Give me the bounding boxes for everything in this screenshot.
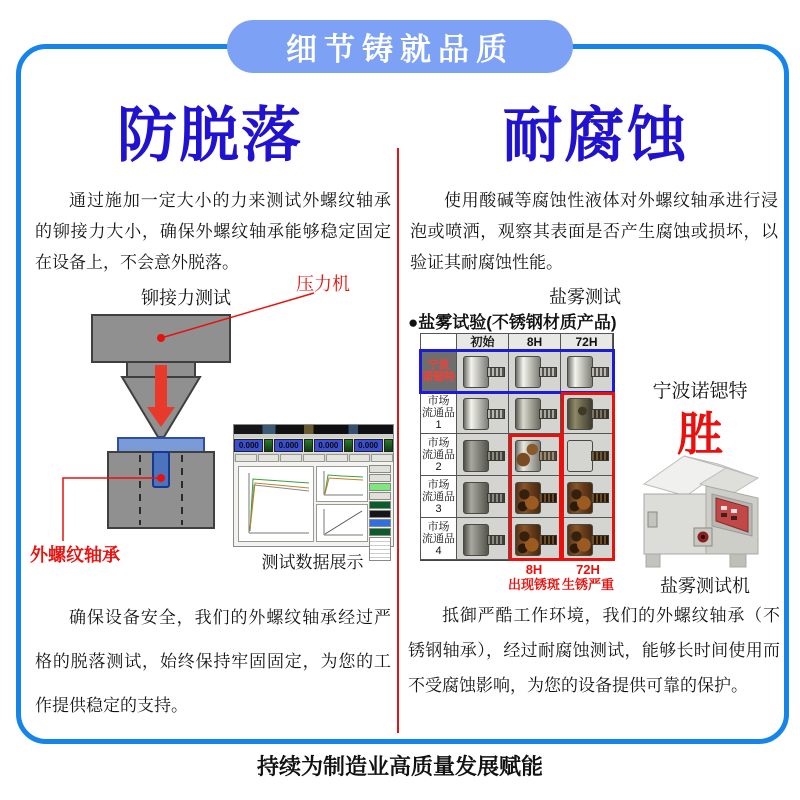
bearing-photo xyxy=(508,475,561,518)
bearing-photo xyxy=(456,517,509,560)
right-intro-paragraph: 使用酸碱等腐蚀性液体对外螺纹轴承进行浸泡或喷洒，观察其表面是否产生腐蚀或损坏，以验证其耐腐蚀性能。 xyxy=(410,191,778,272)
header-initial: 初始 xyxy=(456,333,509,350)
bearing-photo xyxy=(456,349,509,392)
readout-value: 0.000 xyxy=(354,439,383,452)
bearing-photo xyxy=(456,433,509,476)
table-row-ningbo xyxy=(421,350,613,392)
row-label-line: 3 xyxy=(435,502,442,515)
bearing-photo xyxy=(560,391,613,434)
footer-slogan: 持续为制造业高质量发展赋能 xyxy=(256,754,543,779)
software-tabstrip xyxy=(234,453,393,462)
table-row-market-1 xyxy=(421,392,613,434)
left-outro-paragraph: 确保设备安全，我们的外螺纹轴承经过严格的脱落测试，始终保持牢固固定，为您的工作提供稳定的支持。 xyxy=(35,608,391,715)
annotation-note: 出现锈斑 xyxy=(507,577,560,592)
force-readout xyxy=(354,439,393,452)
bearing-photo xyxy=(456,391,509,434)
software-titlebar xyxy=(234,425,393,434)
bearing-photo xyxy=(560,433,613,476)
table-row-market-4 xyxy=(421,518,613,560)
banner-pill xyxy=(227,20,573,73)
salt-spray-table-title: ●盐雾试验(不锈钢材质产品) xyxy=(408,313,617,332)
annotation-72h xyxy=(548,562,628,592)
riveting-test-caption: 铆接力测试 xyxy=(141,288,231,308)
row-label-line: 2 xyxy=(435,460,442,473)
row-label-line: 市场 xyxy=(427,520,450,533)
left-intro-paragraph: 通过施加一定大小的力来测试外螺纹轴承的铆接力大小，确保外螺纹轴承能够稳定固定在设备上，不会意外脱落。 xyxy=(35,191,391,272)
force-readout xyxy=(314,439,353,452)
readout-value: 0.000 xyxy=(234,439,263,452)
row-label-line: 市场 xyxy=(427,394,450,407)
bearing-photo xyxy=(560,475,613,518)
right-outro-paragraph: 抵御严酷工作环境，我们的外螺纹轴承（不锈钢轴承），经过耐腐蚀测试，能够长时间使用而不受腐蚀影响，为您的设备提供可靠的保护。 xyxy=(408,606,780,695)
row-label-line: 流通品 xyxy=(422,406,455,419)
readout-value: 0.000 xyxy=(314,439,343,452)
row-label-line: 诺锶特 xyxy=(422,370,455,383)
readout-unit-tag xyxy=(344,439,353,452)
test-data-caption: 测试数据展示 xyxy=(261,553,364,572)
salt-spray-test-heading: 盐雾测试 xyxy=(549,287,621,307)
column-divider xyxy=(397,148,399,733)
header-empty-cell xyxy=(420,333,457,350)
row-label-line: 流通品 xyxy=(422,490,455,503)
test-software-screenshot xyxy=(233,424,394,547)
software-sidebar xyxy=(369,464,391,544)
force-curve-chart-small xyxy=(316,466,368,502)
press-machine-label: 压力机 xyxy=(296,274,350,294)
table-row-market-2 xyxy=(421,434,613,476)
table-row-market-3 xyxy=(421,476,613,518)
banner-title: 细节铸就品质 xyxy=(286,32,514,67)
readout-value: 0.000 xyxy=(274,439,303,452)
annotation-time: 72H xyxy=(576,562,600,577)
row-label xyxy=(420,475,457,518)
machine-caption: 盐雾测试机 xyxy=(660,576,750,596)
row-label-line: 1 xyxy=(435,418,442,431)
force-curve-chart xyxy=(238,466,314,542)
winner-brand-name: 宁波诺锶特 xyxy=(652,381,748,402)
row-label-line: 流通品 xyxy=(422,448,455,461)
readout-unit-tag xyxy=(304,439,313,452)
readout-unit-tag xyxy=(384,439,393,452)
annotation-note: 生锈严重 xyxy=(561,577,614,592)
row-label xyxy=(420,349,457,392)
header-72h: 72H xyxy=(560,333,613,350)
readout-unit-tag xyxy=(264,439,273,452)
row-label xyxy=(420,517,457,560)
row-label-line: 市场 xyxy=(427,436,450,449)
bearing-photo xyxy=(560,349,613,392)
row-label-line: 流通品 xyxy=(422,532,455,545)
row-label-line: 市场 xyxy=(427,478,450,491)
salt-spray-machine-illustration xyxy=(636,450,776,572)
left-title: 防脱落 xyxy=(117,102,303,169)
bearing-photo xyxy=(560,517,613,560)
winner-verdict: 胜 xyxy=(677,408,723,460)
header-8h: 8H xyxy=(508,333,561,350)
bearing-photo xyxy=(508,349,561,392)
row-label xyxy=(420,433,457,476)
annotation-time: 8H xyxy=(525,562,543,577)
row-label xyxy=(420,391,457,434)
external-thread-bearing-label: 外螺纹轴承 xyxy=(30,545,120,565)
bearing-photo xyxy=(508,433,561,476)
displacement-chart xyxy=(316,504,368,542)
force-readout-row xyxy=(234,438,393,453)
software-chart-area xyxy=(234,462,393,546)
table-header-row xyxy=(421,334,613,350)
force-readout xyxy=(274,439,313,452)
row-label-line: 4 xyxy=(435,544,442,557)
bearing-photo xyxy=(508,391,561,434)
bearing-photo xyxy=(508,517,561,560)
force-readout xyxy=(234,439,273,452)
bearing-photo xyxy=(456,475,509,518)
salt-spray-comparison-table xyxy=(420,333,614,561)
right-title: 耐腐蚀 xyxy=(502,102,689,169)
row-label-line: 宁波 xyxy=(427,358,450,371)
